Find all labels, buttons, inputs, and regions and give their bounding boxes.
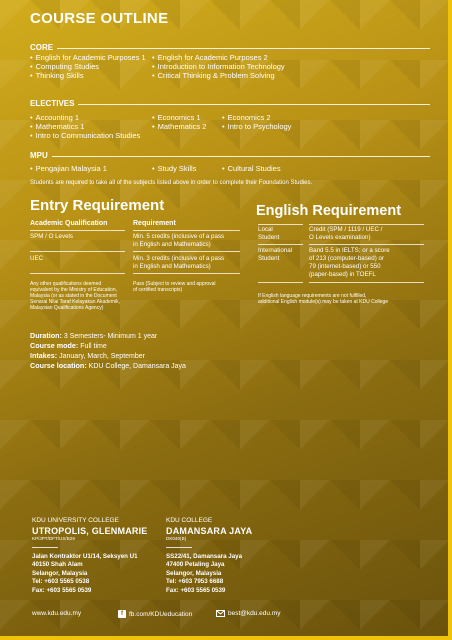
facebook-icon: f <box>118 610 126 618</box>
core-item: • Thinking Skills <box>30 71 84 81</box>
english-note: If English language requirements are not fulfilled, additional English module(s) may be taken at KDU College <box>258 293 389 305</box>
entry-qual-spm: SPM / O Levels <box>30 233 73 240</box>
campus1-fax: Fax: +603 5565 0539 <box>32 586 92 594</box>
entry-qual-other: Any other qualifications deemed equivalent by the Ministry of Education, Malaysia (or as stated in the Document Senarai Nilai Taraf Kelayakan Akademik, Malaysian Qualifications Agency) <box>30 281 120 311</box>
website-link[interactable]: www.kdu.edu.my <box>32 610 82 617</box>
electives-section <box>30 98 430 138</box>
english-local-label: Local Student <box>258 226 280 241</box>
elective-item: • Intro to Communication Studies <box>30 131 140 141</box>
elective-item: • Accounting 1 <box>30 113 79 123</box>
duration-line: Duration: 3 Semesters- Minimum 1 year <box>30 331 158 340</box>
elective-item: • Economics 1 <box>152 113 201 123</box>
core-item: • English for Academic Purposes 2 <box>152 53 268 63</box>
entry-table <box>30 220 240 320</box>
course-mode-line: Course mode: Full time <box>30 341 107 350</box>
entry-req-uec-1: Min. 3 credits (inclusive of a pass <box>133 255 225 262</box>
entry-header-requirement: Requirement <box>133 220 176 227</box>
entry-req-other: Pass (Subject to review and approval of certified transcripts) <box>133 281 216 293</box>
core-header: CORE <box>30 42 430 52</box>
elective-item: • Mathematics 1 <box>30 122 84 132</box>
facebook-link[interactable]: f fb.com/KDUeducation <box>118 610 192 618</box>
english-intl-label: International Student <box>258 247 293 262</box>
core-item: • Computing Studies <box>30 62 99 72</box>
mpu-item: • Study Skills <box>152 164 196 174</box>
entry-qual-uec: UEC <box>30 255 44 262</box>
campus2-fax: Fax: +603 5565 0539 <box>166 586 226 594</box>
core-section <box>30 42 430 82</box>
mpu-item: • Pengajian Malaysia 1 <box>30 164 107 174</box>
entry-header-qualification: Academic Qualification <box>30 220 108 227</box>
english-requirement-title: English Requirement <box>256 203 402 219</box>
entry-requirement-title: Entry Requirement <box>30 197 165 214</box>
campus1-tel[interactable]: Tel: +603 5565 0538 <box>32 578 90 585</box>
electives-header: ELECTIVES <box>30 98 430 108</box>
english-table <box>258 224 428 304</box>
core-item: • English for Academic Purposes 1 <box>30 53 146 63</box>
english-local-req: Credit (SPM / 1119 / UEC / O Levels examination) <box>309 226 383 241</box>
email-link[interactable]: best@kdu.edu.my <box>216 610 281 617</box>
entry-req-spm-2: in English and Mathematics) <box>133 241 211 248</box>
core-item: • Introduction to Information Technology <box>152 62 285 72</box>
campus-damansara: KDU COLLEGE DAMANSARA JAYA DK040(B) SS22/41, Damansara Jaya 47400 Petaling Jaya Selangor, Malaysia Tel: +603 7953 6688 Fax: +603 5565 0539 <box>166 517 253 594</box>
mpu-section <box>30 150 430 172</box>
english-intl-req: Band 5.5 in IELTS; or a score of 213 (computer-based) or 79 (internet-based) or 550 (paper-based) in TOEFL <box>309 247 390 278</box>
elective-item: • Intro to Psychology <box>222 122 291 132</box>
mpu-header: MPU <box>30 150 430 160</box>
course-outline-title: COURSE OUTLINE <box>30 10 169 27</box>
subjects-note: Students are required to take all of the subjects listed above in order to complete their Foundation Studies. <box>30 180 313 186</box>
elective-item: • Economics 2 <box>222 113 271 123</box>
course-location-line: Course location: KDU College, Damansara Jaya <box>30 361 186 370</box>
mpu-item: • Cultural Studies <box>222 164 281 174</box>
entry-req-uec-2: in English and Mathematics) <box>133 263 211 270</box>
intakes-line: Intakes: January, March, September <box>30 351 145 360</box>
campus2-tel[interactable]: Tel: +603 7953 6688 <box>166 578 224 585</box>
entry-req-spm-1: Min. 5 credits (inclusive of a pass <box>133 233 225 240</box>
email-icon <box>216 610 225 617</box>
elective-item: • Mathematics 2 <box>152 122 206 132</box>
core-item: • Critical Thinking & Problem Solving <box>152 71 275 81</box>
campus-utropolis: KDU UNIVERSITY COLLEGE UTROPOLIS, GLENMARIE KP/JPT/DFT/US/B29 Jalan Kontraktor U1/14, Seksyen U1 40150 Shah Alam Selangor, Malaysia Tel: +603 5565 0538 Fax: +603 5565 0539 <box>32 517 148 594</box>
